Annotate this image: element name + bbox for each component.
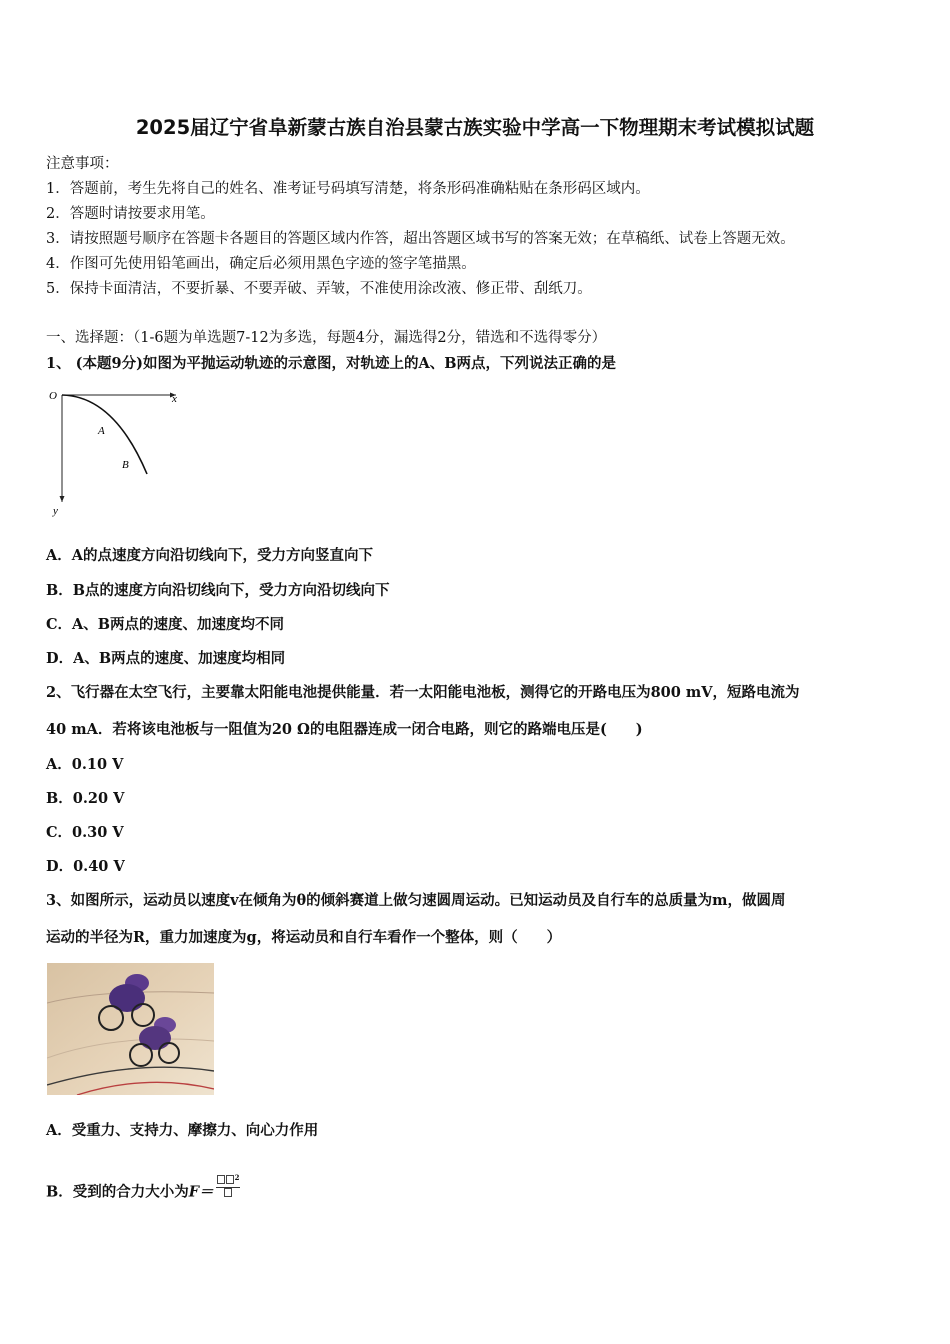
notice-item: 4．作图可先使用铅笔画出，确定后必须用黑色字迹的签字笔描黑。 (46, 256, 476, 272)
section-heading: 一、选择题：（1-6题为单选题7-12为多选，每题4分，漏选得2分，错选和不选得零分） (46, 330, 607, 346)
notice-item: 3．请按照题号顺序在答题卡各题目的答题区域内作答，超出答题区域书写的答案无效；在草稿纸、试卷上答题无效。 (46, 231, 795, 247)
x-axis-label: x (172, 393, 177, 405)
point-b-label: B (122, 459, 129, 471)
notice-item: 1．答题前，考生先将自己的姓名、准考证号码填写清楚，将条形码准确粘贴在条形码区域内。 (46, 181, 650, 197)
question-3-option-a: A．受重力、支持力、摩擦力、向心力作用 (46, 1122, 319, 1139)
question-3-stem-line-1: 3、如图所示，运动员以速度v在倾角为θ的倾斜赛道上做匀速圆周运动。已知运动员及自行车的总质量为m，做圆周 (46, 892, 786, 909)
origin-label: O (49, 390, 57, 402)
projectile-trajectory-figure (44, 384, 194, 519)
fraction-numerator (216, 1173, 241, 1188)
notice-heading: 注意事项： (46, 156, 119, 172)
question-1-option-d: D．A、B两点的速度、加速度均相同 (46, 650, 286, 667)
option-b-text: B．受到的合力大小为 (46, 1183, 189, 1201)
point-a-label: A (98, 425, 105, 437)
fraction-denominator (216, 1188, 241, 1200)
question-1-option-a: A．A的点速度方向沿切线向下，受力方向竖直向下 (46, 547, 373, 564)
y-axis-arrow (60, 496, 65, 502)
question-1-option-b: B．B点的速度方向沿切线向下，受力方向沿切线向下 (46, 582, 390, 599)
page-title: 2025届辽宁省阜新蒙古族自治县蒙古族实验中学高一下物理期末考试模拟试题 (135, 116, 815, 139)
question-2-stem-line-1: 2、飞行器在太空飞行，主要靠太阳能电池提供能量．若一太阳能电池板，测得它的开路电压为800 mV，短路电流为 (46, 684, 800, 701)
y-axis-label: y (53, 505, 58, 517)
question-1-option-c: C．A、B两点的速度、加速度均不同 (46, 616, 285, 633)
cyclists-velodrome-photo (47, 963, 214, 1095)
notice-item: 2．答题时请按要求用笔。 (46, 206, 215, 222)
question-1-stem: 1、 (本题9分)如图为平抛运动轨迹的示意图，对轨迹上的A、B两点，下列说法正确的是 (46, 355, 616, 372)
question-3-option-b (46, 1173, 240, 1206)
force-variable: F＝ (188, 1183, 214, 1201)
question-3-stem-line-2: 运动的半径为R，重力加速度为g，将运动员和自行车看作一个整体，则（ ） (46, 929, 562, 946)
question-2-stem-line-2: 40 mA．若将该电池板与一阻值为20 Ω的电阻器连成一闭合电路，则它的路端电压是( ) (46, 721, 643, 738)
force-fraction (216, 1173, 241, 1200)
exponent: 2 (234, 1173, 240, 1182)
notice-item: 5．保持卡面清洁，不要折暴、不要弄破、弄皱，不准使用涂改液、修正带、刮纸刀。 (46, 281, 592, 297)
question-2-option-a: A．0.10 V (46, 756, 124, 773)
question-2-option-d: D．0.40 V (46, 858, 125, 875)
question-2-option-c: C．0.30 V (46, 824, 124, 841)
question-2-option-b: B．0.20 V (46, 790, 125, 807)
